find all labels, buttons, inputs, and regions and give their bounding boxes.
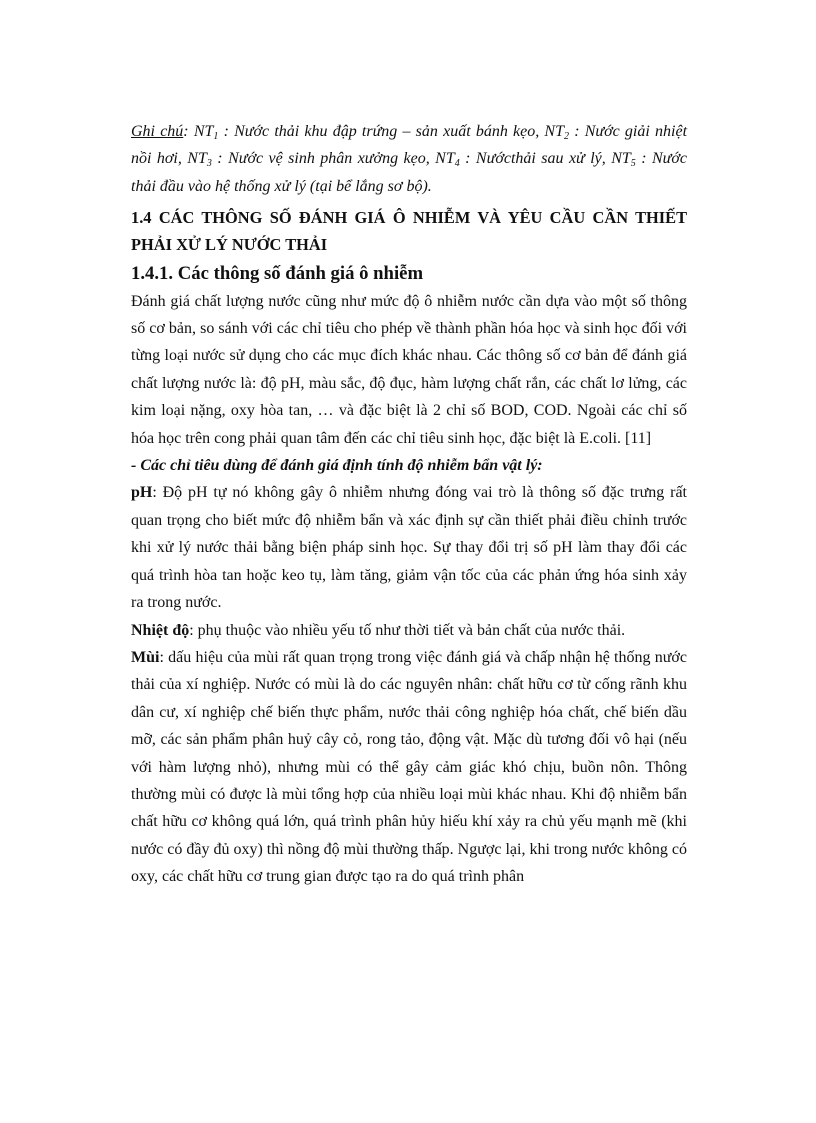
intro-paragraph: Đánh giá chất lượng nước cũng như mức độ ô nhiễm nước cần dựa vào một số thông số cơ bản, so sánh với các chỉ tiêu cho phép về thành phần hóa học và sinh học đối với từng loại nước sử dụng cho các mục đích khác nhau. Các thông số cơ bản để đánh giá chất lượng nước là: độ pH, màu sắc, độ đục, hàm lượng chất rắn, các chất lơ lửng, các kim loại nặng, oxy hòa tan, … và đặc biệt là 2 chỉ số BOD, COD. Ngoài các chỉ số hóa học trên cong phải quan tâm đến các chỉ tiêu sinh học, đặc biệt là E.coli. [11] — [131, 292, 687, 447]
subsection-heading: 1.4.1. Các thông số đánh giá ô nhiễm — [131, 263, 424, 285]
ph-paragraph: pH: Độ pH tự nó không gây ô nhiễm nhưng đóng vai trò là thông số đặc trưng rất quan trọng cho biết mức độ nhiễm bẩn và xác định sự cần thiết phải điều chỉnh trước khi xử lý nước thải bằng biện pháp sinh học. Sự thay đổi trị số pH làm thay đổi các quá trình hòa tan hoặc keo tụ, làm tăng, giảm vận tốc của các phản ứng hóa sinh xảy ra trong nước. — [131, 484, 687, 612]
document-page — [131, 118, 687, 891]
ph-term: pH — [131, 484, 153, 502]
section-heading: 1.4 CÁC THÔNG SỐ ĐÁNH GIÁ Ô NHIỄM VÀ YÊU CẦU CẦN THIẾT PHẢI XỬ LÝ NƯỚC THẢI — [131, 208, 687, 255]
table-note: Ghi chú: $NT_1$ : Nước thải khu đập trứng – sản xuất bánh kẹo, $NT_2$ : Nước giải nhiệt nồi hơi, $NT_3$ : Nước vệ sinh phân xưởng kẹo, $NT_4$ : Nướcthải sau xử lý, $NT_5$ : Nước thải đầu vào hệ thống xử lý (tại bể lắng sơ bộ). — [131, 123, 688, 195]
criteria-heading: - Các chỉ tiêu dùng để đánh giá định tính độ nhiễm bẩn vật lý: — [131, 457, 543, 475]
odor-paragraph: Mùi: dấu hiệu của mùi rất quan trọng trong việc đánh giá và chấp nhận hệ thống nước thải của xí nghiệp. Nước có mùi là do các nguyên nhân: chất hữu cơ từ cống rãnh khu dân cư, xí nghiệp chế biến thực phẩm, nước thải công nghiệp hóa chất, chế biến dầu mỡ, các sản phẩm phân huỷ cây cỏ, rong tảo, động vật. Mặc dù tương đối vô hại (nếu với hàm lượng nhỏ), nhưng mùi có thể gây cảm giác khó chịu, buồn nôn. Thông thường mùi có được là mùi tổng hợp của nhiều loại mùi khác nhau. Khi độ nhiễm bẩn chất hữu cơ không quá lớn, quá trình phân hủy hiếu khí xảy ra chủ yếu mạnh mẽ (khi nước có đầy đủ oxy) thì nồng độ mùi thường thấp. Ngược lại, khi trong nước không có oxy, các chất hữu cơ trung gian được tạo ra do quá trình phân — [131, 648, 688, 886]
temperature-term: Nhiệt độ — [131, 621, 190, 639]
odor-term: Mùi — [131, 648, 160, 666]
temperature-paragraph: Nhiệt độ: phụ thuộc vào nhiều yếu tố như thời tiết và bản chất của nước thải. — [131, 621, 626, 639]
note-label: Ghi chú — [131, 123, 184, 140]
